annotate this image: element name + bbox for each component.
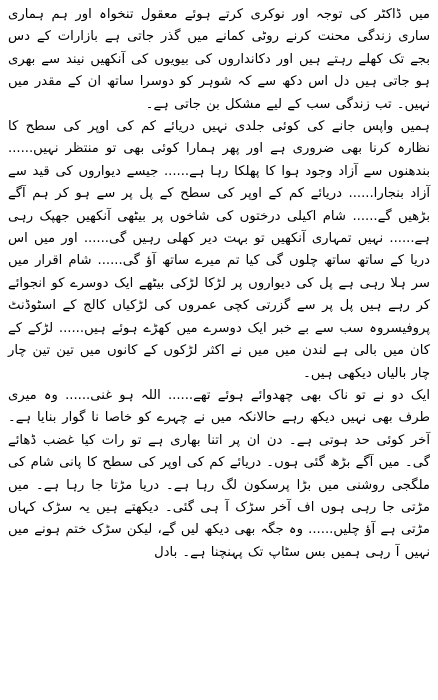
paragraph-2: ہمیں واپس جانے کی کوئی جلدی نہیں دریائے کم کی اوپر کی سطح کا نظارہ کرنا بھی ضروری ہے اور پھر ہمارا کوئی بھی تو منتظر نہیں...... بندھنوں سے آزاد وجود ہوا کا پھلکا رہا ہے...... جیسے دیواروں کی قید سے آزاد بنجارا...... دریائے کم کے اوپر کی سطح کے پل پر سے ہو کر ہم آگے بڑھیں گے...... شام اکیلی درختوں کی شاخوں پر بیٹھی آنکھیں جھپک رہی ہے...... نہیں تمہاری آنکھیں تو بہت دیر کھلی رہیں گی...... اور میں اس دریا کے ساتھ ساتھ چلوں گی کیا تم میرے ساتھ آؤ گی...... شام اقرار میں سر ہلا رہی ہے پل کی دیواروں پر لڑکا لڑکی بیٹھے ایک دوسرے کو انجوائے کر رہے ہیں پل پر سے گزرتی کچی عمروں کی لڑکیاں کالج کے اسٹوڈنٹ پروفیسروہ سب سے بے خبر ایک دوسرے میں کھڑے ہوئے ہیں...... لڑکے کے کان میں بالی ہے لندن میں میں نے اکثر لڑکوں کے کانوں میں تین تین چار چار بالیاں دیکھی ہیں۔ bbox=[8, 119, 430, 381]
paragraph-1: میں ڈاکٹر کی توجہ اور نوکری کرتے ہوئے معقول تنخواہ اور ہم ہماری ساری زندگی محنت کرنے روٹی کمانے میں گذر جاتی ہے بازارات کے دس بجے تک کھلے رہتے ہیں اور دکانداروں کی بیویوں کی آنکھیں نیند سے بھری ہو جاتی ہیں دل اس دکھ سے کہ شوہر کو دوسرا ساتھ ان کے مقدر میں نہیں۔ تب زندگی سب کے لیے مشکل بن جاتی ہے۔ bbox=[8, 7, 430, 112]
paragraph-3: ایک دو نے تو ناک بھی چھدوائے ہوئے تھے...... اللہ ہو غنی...... وہ میری طرف بھی نہیں دیکھ رہے حالانکہ میں نے چہرے کو خاصا نا گوار بنایا ہے۔ آخر کوئی حد ہوتی ہے۔ دن ان پر اتنا بھاری ہے تو رات کیا غضب ڈھائے گی۔ میں آگے بڑھ گئی ہوں۔ دریائے کم کی اوپر کی سطح کا پانی شام کی ملگجی روشنی میں بڑا پرسکون لگ رہا ہے۔ دریا مڑتا جا رہا ہے۔ میں مڑتی جا رہی ہوں اف آخر سڑک آ ہی گئی۔ دیکھتے ہیں یہ سڑک کہاں مڑتی ہے آؤ چلیں...... وہ جگہ بھی دیکھ لیں گے، لیکن سڑک ختم ہونے میں نہیں آ رہی ہمیں بس سٹاپ تک پہنچنا ہے۔ بادل bbox=[8, 387, 430, 560]
